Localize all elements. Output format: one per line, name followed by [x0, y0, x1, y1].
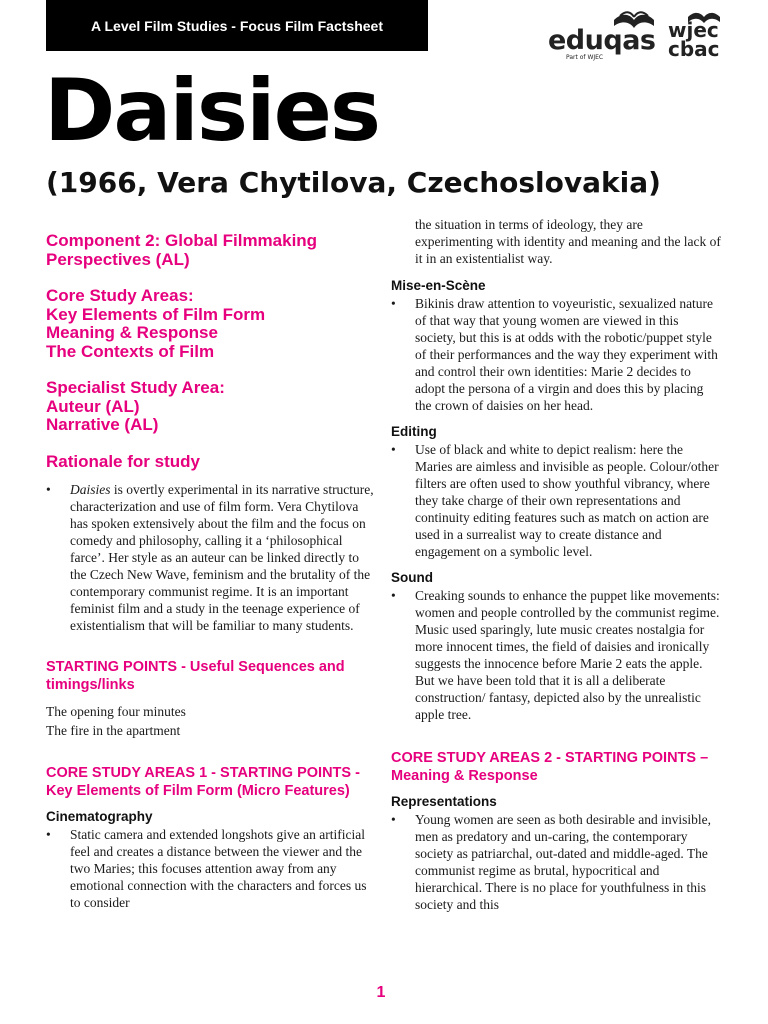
specialist-heading: Specialist Study Area:: [46, 378, 225, 397]
cinematography-bullet: [46, 826, 376, 911]
editing-heading: Editing: [391, 424, 437, 439]
core-areas-heading: Core Study Areas:: [46, 286, 194, 305]
sound-bullet: [391, 587, 721, 723]
cinematography-text: Static camera and extended longshots give an artificial feel and creates a distance between the viewer and the two Maries; this focuses attention away from any emotional connection with the characters and forces us to consider: [70, 827, 367, 910]
core-study-2-heading: CORE STUDY AREAS 2 - STARTING POINTS – Meaning & Response: [391, 750, 709, 784]
page-subtitle: (1966, Vera Chytilova, Czechoslovakia): [46, 166, 661, 199]
representations-bullet: [391, 811, 721, 913]
wjec-wordmark: wjec: [668, 18, 719, 42]
film-title-italic: Daisies: [70, 482, 111, 497]
bullet-icon: •: [46, 827, 51, 842]
eduqas-wordmark: eduqas: [548, 25, 656, 56]
sequence-item: The fire in the apartment: [46, 723, 181, 738]
page-number: 1: [376, 984, 386, 1001]
bullet-icon: •: [391, 588, 396, 603]
sound-text: Creaking sounds to enhance the puppet like movements: women and people controlled by the communist regime. Music used sparingly, lute music creates nostalgia for more innocent times, the field of daisies and ironically suggests the innocence before Marie 2 eats the apple. But we have been told that it is all a deliberate construction/ fantasy, depicted also by the unrealistic apple tree.: [415, 588, 720, 722]
bullet-icon: •: [391, 296, 396, 311]
core-area-item: Meaning & Response: [46, 323, 218, 342]
page-title: Daisies: [44, 61, 380, 161]
mise-en-scene-text: Bikinis draw attention to voyeuristic, sexualized nature of that way that young women are viewed in this society, but this is at odds with the robotic/puppet style of their performances and the way they experiment with and control their own identities: Marie 2 decides to adopt the persona of a virgin and does this by placing the crown of daisies on her head.: [415, 296, 718, 413]
bullet-icon: •: [391, 442, 396, 457]
sequence-item: The opening four minutes: [46, 704, 186, 719]
right-column: [391, 216, 721, 913]
header-bar-text: A Level Film Studies - Focus Film Factsheet: [91, 17, 383, 34]
bullet-icon: •: [391, 812, 396, 827]
cbac-wordmark: cbac: [668, 37, 720, 61]
representations-heading: Representations: [391, 794, 497, 809]
core-area-item: Key Elements of Film Form: [46, 304, 266, 324]
rationale-heading: Rationale for study: [46, 451, 200, 471]
left-column: [46, 232, 376, 911]
mise-en-scene-bullet: [391, 295, 721, 414]
component-heading: Component 2: Global Filmmaking Perspectives (AL): [46, 231, 318, 269]
core-area-item: The Contexts of Film: [46, 341, 215, 361]
specialist-item: Narrative (AL): [46, 415, 159, 434]
rationale-bullet: [46, 481, 376, 634]
sound-heading: Sound: [391, 570, 433, 585]
cinematography-heading: Cinematography: [46, 809, 153, 824]
specialist-item: Auteur (AL): [46, 396, 140, 416]
header-bar: [46, 0, 428, 51]
continuation-text: the situation in terms of ideology, they are experimenting with identity and meaning and the lack of it in an existentialist way.: [415, 217, 721, 266]
eduqas-subline: Part of WJEC: [566, 54, 604, 61]
editing-text: Use of black and white to depict realism: here the Maries are aimless and invisible as people. Colour/other filters are often used to show youthful vibrancy, where they take charge of their own representations and continuity editing features such as match on action are used in a surrealist way to create distance and engagement on a symbolic level.: [415, 442, 719, 559]
representations-text: Young women are seen as both desirable and invisible, men as predatory and un-caring, the contemporary society as patriarchal, out-dated and middle-aged. The communist regime as brutal, hypocritical and hierarchical. There is no place for youthfulness in this society and this: [415, 812, 711, 912]
eduqas-logo: [548, 8, 660, 62]
editing-bullet: [391, 441, 721, 560]
bullet-icon: •: [46, 482, 51, 497]
mise-en-scene-heading: Mise-en-Scène: [391, 278, 486, 293]
core-study-1-heading: CORE STUDY AREAS 1 - STARTING POINTS - Key Elements of Film Form (Micro Features): [46, 765, 360, 799]
starting-points-heading: STARTING POINTS - Useful Sequences and timings/links: [46, 659, 345, 693]
rationale-text: Daisies is overtly experimental in its narrative structure, characterization and use of film form. Vera Chytilova has spoken extensively about the film and the focus on comedy and philosophy, calling it a ‘philosophical farce’. Her style as an auteur can be linked directly to the Czech New Wave, feminism and the brutality of the contemporary communist regime. It is an important feminist film and a study in the teenage experience of existentialism that will be familiar to many students.: [70, 482, 374, 633]
wjec-logo: [666, 8, 726, 60]
